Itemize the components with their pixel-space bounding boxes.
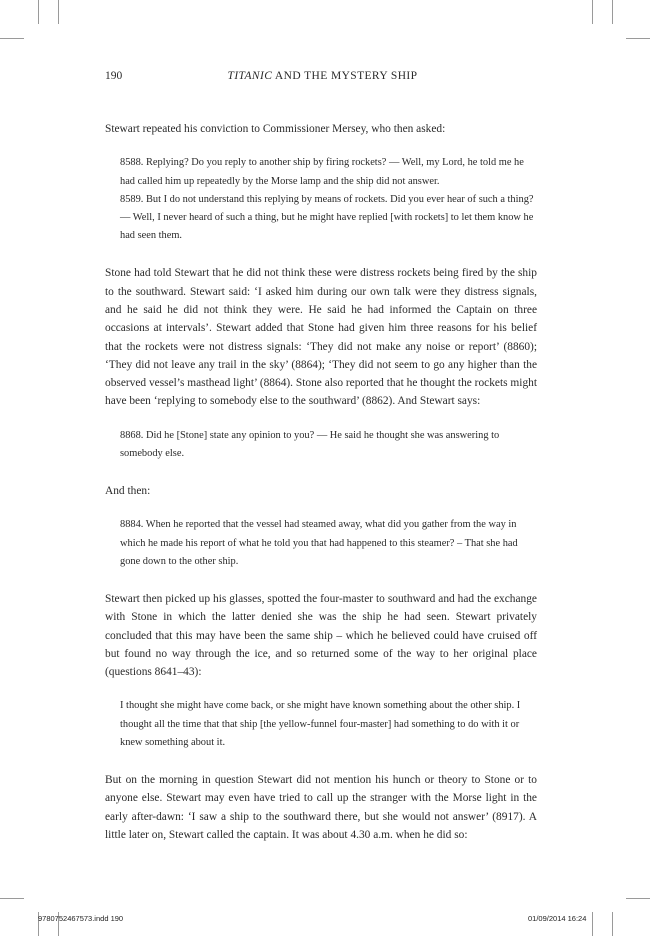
block-quote (120, 697, 537, 752)
block-quote (120, 154, 537, 245)
block-quote (120, 427, 537, 463)
block-quote (120, 516, 537, 571)
paragraph: Stewart then picked up his glasses, spotted the four-master to southward and had the exchange with Stone in which the latter denied she was the ship he had seen. Stewart privately concluded that this may have been the same ship – which he believed could have cruised off but found no way through the ice, and so returned some of the way to her original place (questions 8641–43): (105, 593, 537, 679)
text-block (105, 120, 537, 844)
running-head (105, 70, 540, 86)
crop-mark (38, 0, 39, 24)
crop-mark (592, 0, 593, 24)
paragraph: But on the morning in question Stewart did not mention his hunch or theory to Stone or to anyone else. Stewart may even have tried to call up the stranger with the Morse light in the early after-dawn: ‘I saw a ship to the southward there, but she would not answer’ (8917). A little later on, Stewart called the captain. It was about 4.30 a.m. when he did so: (105, 774, 537, 841)
crop-mark (626, 38, 650, 39)
crop-mark (58, 0, 59, 24)
quote-paragraph: 8868. Did he [Stone] state any opinion to you? — He said he thought she was answering to somebody else. (120, 429, 500, 459)
quote-paragraph: 8589. But I do not understand this replying by means of rockets. Did you ever hear of such a thing? — Well, I never heard of such a thing, but he might have replied [with rockets] to let them know he had seen them. (120, 193, 534, 242)
crop-mark (592, 912, 593, 936)
quote-paragraph: I thought she might have come back, or she might have known something about the other ship. I thought all the time that that ship [the yellow-funnel four-master] had something to do with it or knew something about it. (120, 700, 521, 748)
crop-mark (0, 898, 24, 899)
paragraph: And then: (105, 485, 151, 498)
footer-file-slug: 9780752467573.indd 190 (38, 914, 124, 923)
quote-paragraph: 8588. Replying? Do you reply to another ship by firing rockets? — Well, my Lord, he told me he had called him up repeatedly by the Morse lamp and the ship did not answer. (120, 157, 524, 187)
page-number: 190 (105, 70, 123, 82)
crop-mark (0, 38, 24, 39)
running-title-rest: AND THE MYSTERY SHIP (272, 70, 418, 82)
paragraph: Stewart repeated his conviction to Commissioner Mersey, who then asked: (105, 123, 446, 135)
quote-paragraph: 8884. When he reported that the vessel had steamed away, what did you gather from the way in which he made his report of what he told you that had happened to this steamer? – That she had gone down to the other ship. (120, 519, 518, 567)
footer-date-slug: 01/09/2014 16:24 (528, 914, 587, 923)
crop-mark (612, 912, 613, 936)
crop-mark (626, 898, 650, 899)
paragraph: Stone had told Stewart that he did not think these were distress rockets being fired by the ship to the southward. Stewart said: ‘I asked him during our own talk were they distress signals, and he said he did not think they were. He said he had informed the Captain on three occasions at intervals’. Stewart added that Stone had given him three reasons for his belief that the rockets were not distress signals: ‘They did not make any noise or report’ (8860); ‘They did not leave any trail in the sky’ (8864); ‘They did not seem to go any higher than the observed vessel’s masthead light’ (8864). Stone also reported that he thought the rockets might have been ‘replying to somebody else to the southward’ (8862). And Stewart says: (105, 267, 537, 408)
crop-mark (612, 0, 613, 24)
running-title (105, 70, 540, 82)
running-title-italic: TITANIC (227, 70, 273, 82)
